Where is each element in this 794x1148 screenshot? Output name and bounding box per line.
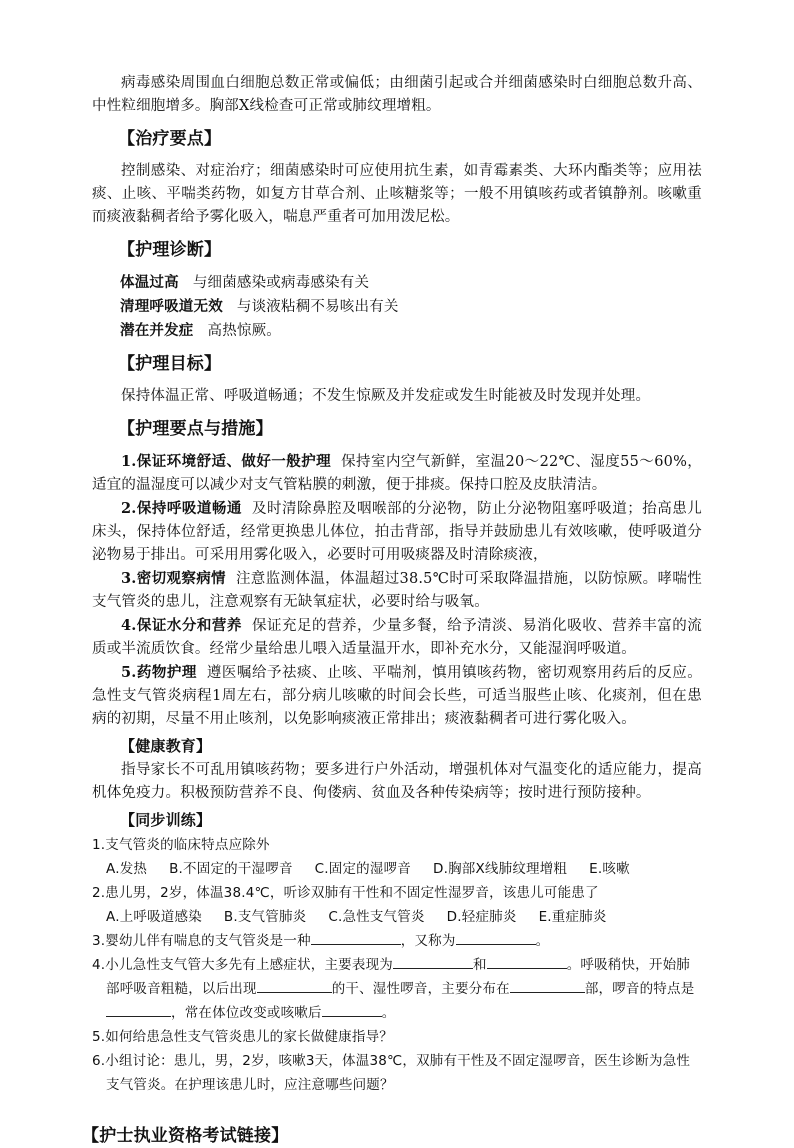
measure-term: 2.保持呼吸道畅通 [121, 500, 242, 517]
measures-list [92, 450, 702, 731]
answer-blank [322, 1001, 382, 1017]
option: D.轻症肺炎 [446, 909, 517, 925]
question-6: 6.小组讨论：患儿，男，2岁，咳嗽3天，体温38℃，双肺有干性及不固定湿啰音，医生诊断为急性支气管炎。在护理该患儿时，应注意哪些问题？ [92, 1053, 691, 1093]
option: E.咳嗽 [589, 861, 630, 877]
measure-term: 4.保证水分和营养 [121, 617, 242, 634]
measure-text: 保证充足的营养，少量多餐，给予清淡、易消化吸收、营养丰富的流质或半流质饮食。经常少量给患儿喂入适量温开水，即补充水分，又能湿润呼吸道。 [92, 618, 702, 657]
diagnosis-desc: 高热惊厥。 [207, 323, 281, 339]
answer-blank [456, 929, 536, 945]
option: C.急性支气管炎 [328, 909, 425, 925]
question-4: 4.小儿急性支气管大多先有上感症状，主要表现为 和 。呼吸稍快，开始肺部呼吸音粗糙，以后出现 的干、湿性啰音，主要分布在 部，啰音的特点是，常在体位改变或咳嗽后 。 [92, 953, 702, 1025]
education-heading: 【健康教育】 [120, 737, 212, 755]
diagnosis-term: 清理呼吸道无效 [120, 298, 223, 315]
measure-text: 遵医嘱给予祛痰、止咳、平喘剂，慎用镇咳药物，密切观察用药后的反应。急性支气管炎病程1周左右，部分病儿咳嗽的时间会长些，可适当服些止咳、化痰剂，但在患病的初期，尽量不用止咳剂，以免影响痰液正常排出；痰液黏稠者可进行雾化吸入。 [92, 665, 702, 727]
measure-term: 5.药物护理 [121, 664, 197, 681]
measure-text: 及时清除鼻腔及咽喉部的分泌物，防止分泌物阻塞呼吸道；抬高患儿床头，保持体位舒适，经常更换患儿体位，拍击背部，指导并鼓励患儿有效咳嗽，使呼吸道分泌物易于排出。可采用用雾化吸入，必要时可用吸痰器及时清除痰液， [92, 501, 702, 563]
measure-item [92, 614, 702, 661]
measure-item [92, 661, 702, 731]
question-1-options [92, 857, 702, 881]
measure-item [92, 497, 702, 567]
diagnosis-item [120, 271, 702, 295]
diagnosis-item [120, 319, 702, 343]
exam-link-heading: 【护士执业资格考试链接】 [82, 1126, 289, 1146]
answer-blank [510, 977, 585, 993]
question-1: 1.支气管炎的临床特点应除外 [92, 837, 270, 853]
answer-blank [311, 929, 401, 945]
diagnosis-desc: 与细菌感染或病毒感染有关 [192, 275, 370, 291]
diagnosis-term: 潜在并发症 [120, 322, 194, 339]
measure-item [92, 450, 702, 497]
measure-term: 1.保证环境舒适、做好一般护理 [121, 453, 332, 470]
measure-item [92, 567, 702, 614]
option: B.支气管肺炎 [223, 909, 307, 925]
option: D.胸部X线肺纹理增粗 [432, 861, 568, 877]
diagnosis-term: 体温过高 [120, 274, 179, 291]
answer-blank [106, 1001, 171, 1017]
question-2-options [92, 905, 702, 929]
treatment-paragraph: 控制感染、对症治疗；细菌感染时可应使用抗生素，如青霉素类、大环内酯类等；应用祛痰、止咳、平喘类药物，如复方甘草合剂、止咳糖浆等；一般不用镇咳药或者镇静剂。咳嗽重而痰液黏稠者给予雾化吸入，喘息严重者可加用泼尼松。 [92, 163, 702, 225]
option: A.上呼吸道感染 [106, 909, 202, 925]
option: B.不固定的干湿啰音 [169, 861, 293, 877]
exercise-section [92, 833, 702, 1097]
measures-heading: 【护理要点与措施】 [118, 419, 273, 439]
answer-blank [257, 977, 332, 993]
option: E.重症肺炎 [538, 909, 607, 925]
education-paragraph: 指导家长不可乱用镇咳药物；要多进行户外活动，增强机体对气温变化的适应能力，提高机体免疫力。积极预防营养不良、佝偻病、贫血及各种传染病等；按时进行预防接种。 [92, 762, 702, 801]
diagnosis-heading: 【护理诊断】 [118, 240, 222, 260]
question-3: 3.婴幼儿伴有喘息的支气管炎是一种 ，又称为 。 [92, 929, 702, 953]
diagnosis-list [92, 271, 702, 343]
answer-blank [393, 953, 473, 969]
option: A.发热 [106, 861, 148, 877]
goal-paragraph: 保持体温正常、呼吸道畅通；不发生惊厥及并发症或发生时能被及时发现并处理。 [121, 388, 651, 404]
measure-term: 3.密切观察病情 [121, 570, 226, 587]
question-5: 5.如何给患急性支气管炎患儿的家长做健康指导？ [92, 1029, 393, 1045]
answer-blank [487, 953, 567, 969]
treatment-heading: 【治疗要点】 [118, 129, 222, 149]
measure-text: 注意监测体温，体温超过38.5℃时可采取降温措施，以防惊厥。哮喘性支气管炎的患儿，注意观察有无缺氧症状，必要时给与吸氧。 [92, 571, 702, 610]
goal-heading: 【护理目标】 [118, 354, 222, 374]
question-2: 2.患儿男，2岁，体温38.4℃，听诊双肺有干性和不固定性湿罗音，该患儿可能患了 [92, 885, 599, 901]
diagnosis-desc: 与谈液粘稠不易咳出有关 [236, 299, 399, 315]
option: C.固定的湿啰音 [314, 861, 411, 877]
training-heading: 【同步训练】 [120, 811, 212, 829]
intro-paragraph: 病毒感染周围血白细胞总数正常或偏低；由细菌引起或合并细菌感染时白细胞总数升高、中性粒细胞增多。胸部X线检查可正常或肺纹理增粗。 [92, 75, 702, 114]
measure-text: 保持室内空气新鲜，室温20～22℃、湿度55～60%，适宜的温湿度可以减少对支气管粘膜的刺激，便于排痰。保持口腔及皮肤清洁。 [92, 454, 703, 493]
diagnosis-item [120, 295, 702, 319]
